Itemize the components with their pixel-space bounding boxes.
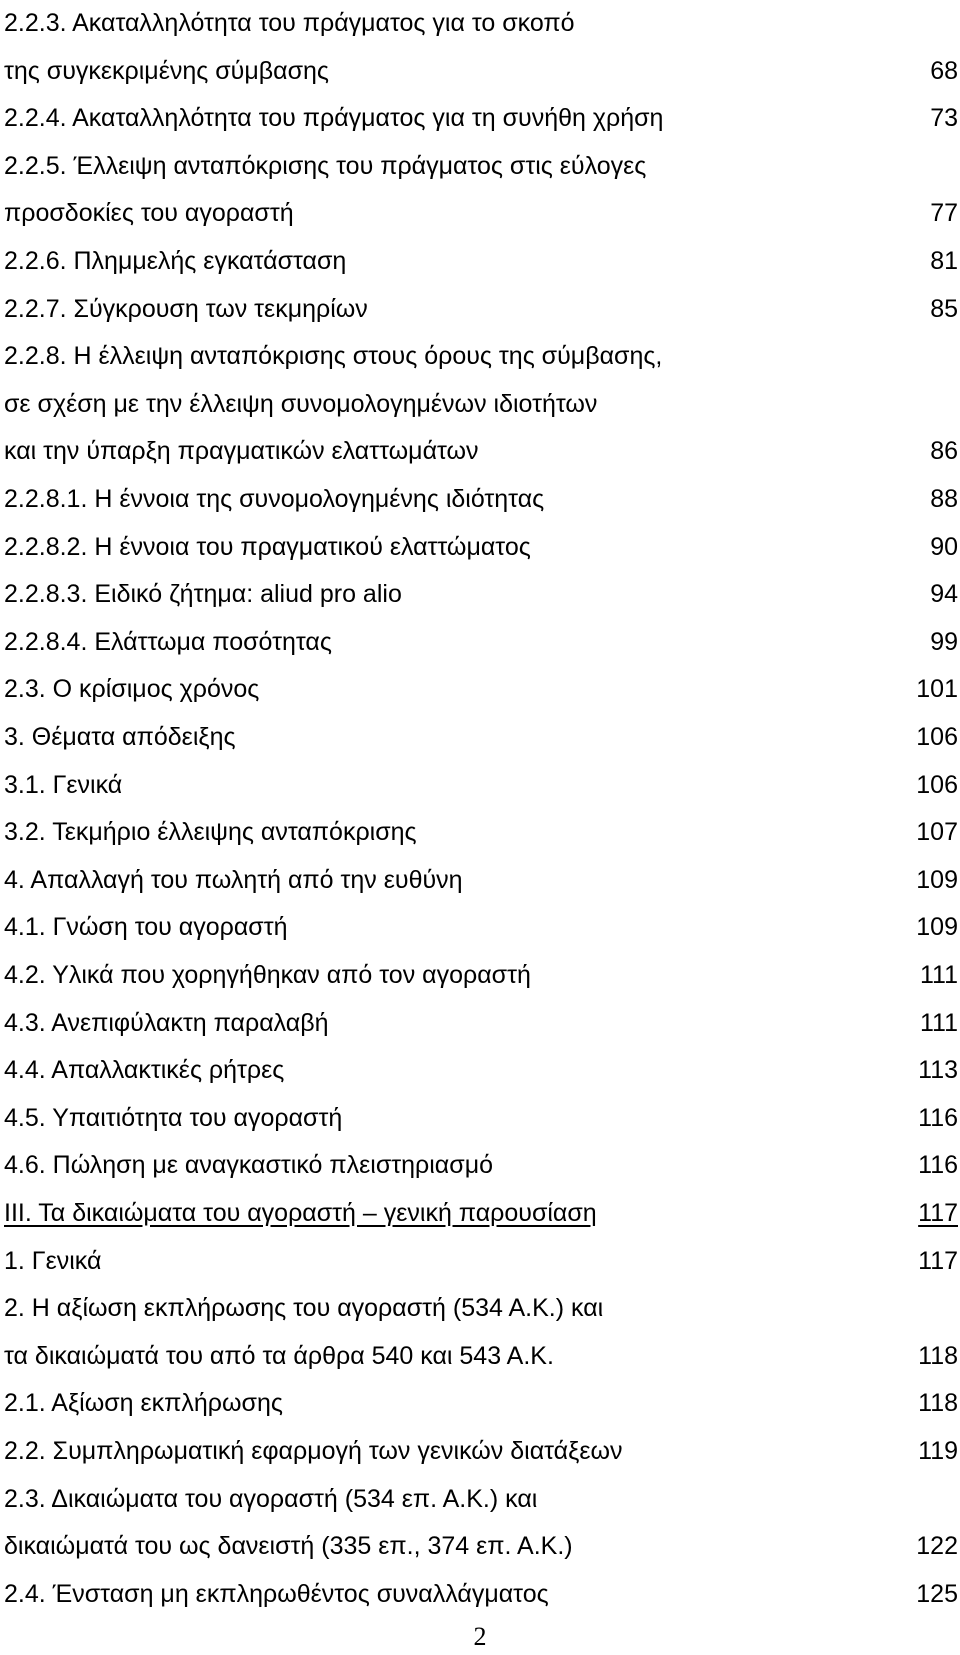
toc-entry-title: και την ύπαρξη πραγματικών ελαττωμάτων [4, 437, 479, 466]
toc-entry-title: 2.2.8.3. Ειδικό ζήτημα: aliud pro alio [4, 580, 402, 609]
toc-entry-title: 2.2.8.2. Η έννοια του πραγματικού ελαττώματος [4, 532, 531, 561]
toc-entry [4, 1238, 958, 1284]
toc-entry-page: 106 [916, 770, 958, 799]
toc-entry [4, 95, 958, 141]
toc-entry-page: 94 [930, 580, 958, 609]
toc-entry [4, 952, 958, 998]
toc-entry-title: 4.5. Υπαιτιότητα του αγοραστή [4, 1103, 343, 1132]
toc-entry [4, 571, 958, 617]
toc-entry [4, 286, 958, 332]
toc-entry-page: 107 [916, 818, 958, 847]
toc-entry-title: 2.4. Ένσταση μη εκπληρωθέντος συναλλάγματος [4, 1579, 549, 1608]
toc-entry [4, 619, 958, 665]
toc-entry-page: 77 [930, 199, 958, 228]
toc-entry-page: 81 [930, 247, 958, 275]
toc-entry-title: 4.1. Γνώση του αγοραστή [4, 913, 288, 942]
toc-entry-title: 3.2. Τεκμήριο έλλειψης ανταπόκρισης [4, 818, 417, 847]
toc-entry [4, 143, 958, 189]
toc-entry-page: 116 [918, 1103, 958, 1132]
toc-entry [4, 1428, 958, 1474]
toc-entry [4, 1285, 958, 1331]
toc-entry [4, 1095, 958, 1141]
toc-entry [4, 714, 958, 760]
toc-entry-page: 117 [918, 1199, 958, 1227]
toc-entry-title: 2.2.6. Πλημμελής εγκατάσταση [4, 247, 347, 275]
toc-entry [4, 1476, 958, 1522]
toc-entry-title: 2.2.3. Ακαταλληλότητα του πράγματος για το σκοπό [4, 9, 575, 37]
toc-entry-title: 2.3. Δικαιώματα του αγοραστή (534 επ. Α.Κ.) και [4, 1484, 538, 1513]
toc-entry [4, 904, 958, 950]
toc-entry-page: 118 [918, 1341, 958, 1370]
toc-entry-page: 109 [916, 865, 958, 894]
toc-entry-title: 2.2.8.4. Ελάττωμα ποσότητας [4, 627, 332, 656]
toc-entry-title: 4.6. Πώληση με αναγκαστικό πλειστηριασμό [4, 1151, 494, 1180]
toc-entry-page: 118 [918, 1389, 958, 1418]
toc-entry [4, 190, 958, 236]
toc-entry-page: 88 [930, 485, 958, 513]
page-number: 2 [473, 1622, 487, 1651]
toc-entry [4, 1523, 958, 1569]
toc-entry-title: 4.3. Ανεπιφύλακτη παραλαβή [4, 1008, 329, 1037]
toc-entry-title: 2.1. Αξίωση εκπλήρωσης [4, 1389, 283, 1418]
toc-entry-page: 125 [916, 1579, 958, 1608]
toc-entry-title: 4.2. Υλικά που χορηγήθηκαν από τον αγοραστή [4, 961, 531, 989]
toc-entry-title: 2.2.5. Έλλειψη ανταπόκρισης του πράγματος στις εύλογες [4, 151, 647, 180]
toc-entry-title: σε σχέση με την έλλειψη συνομολογημένων ιδιοτήτων [4, 389, 598, 418]
toc-entry-page: 117 [918, 1246, 958, 1275]
toc-entry-title: ΙΙΙ. Τα δικαιώματα του αγοραστή – γενική παρουσίαση [4, 1199, 597, 1227]
toc-entry-page: 111 [919, 1008, 958, 1037]
toc-entry-page: 106 [916, 723, 958, 751]
toc-entry-page: 119 [918, 1437, 958, 1465]
toc-entry [4, 1190, 958, 1236]
toc-entry [4, 809, 958, 855]
toc-entry-title: 1. Γενικά [4, 1246, 102, 1275]
toc-entry-title: προσδοκίες του αγοραστή [4, 199, 294, 228]
toc-entry [4, 1333, 958, 1379]
toc-entry [4, 762, 958, 808]
toc-entry-page: 116 [918, 1151, 958, 1180]
toc-entry [4, 857, 958, 903]
toc-entry [4, 1380, 958, 1426]
toc-entry-page: 85 [930, 294, 958, 323]
toc-entry-title: 2.2.8. Η έλλειψη ανταπόκρισης στους όρους της σύμβασης, [4, 342, 663, 371]
toc-entry [4, 428, 958, 474]
toc-entry-page: 90 [930, 532, 958, 561]
toc-entry [4, 1047, 958, 1093]
toc-entry-title: 2.2.7. Σύγκρουση των τεκμηρίων [4, 294, 368, 323]
toc-entry [4, 48, 958, 94]
toc-entry [4, 524, 958, 570]
toc-entry-page: 113 [918, 1056, 958, 1085]
toc-entry-title: 2. Η αξίωση εκπλήρωσης του αγοραστή (534 Α.Κ.) και [4, 1294, 604, 1323]
toc-entry-title: 4. Απαλλαγή του πωλητή από την ευθύνη [4, 865, 463, 894]
toc-entry-page: 101 [916, 675, 958, 704]
toc-entry [4, 1000, 958, 1046]
toc-entry [4, 238, 958, 284]
toc-entry-title: δικαιώματά του ως δανειστή (335 επ., 374 επ. Α.Κ.) [4, 1532, 573, 1561]
toc-entry-page: 111 [919, 961, 958, 989]
toc-entry-page: 73 [930, 104, 958, 133]
toc-entry-title: 3.1. Γενικά [4, 770, 123, 799]
toc-entry-title: τα δικαιώματά του από τα άρθρα 540 και 543 Α.Κ. [4, 1341, 554, 1370]
toc-entry-title: 2.3. Ο κρίσιμος χρόνος [4, 675, 260, 704]
toc-entry-title: 2.2.8.1. Η έννοια της συνομολογημένης ιδιότητας [4, 485, 545, 513]
toc-entry [4, 666, 958, 712]
toc-entry-page: 99 [930, 627, 958, 656]
toc-entry-title: 4.4. Απαλλακτικές ρήτρες [4, 1056, 285, 1085]
toc-entry [4, 333, 958, 379]
toc-entry [4, 1142, 958, 1188]
toc-entry-title: 2.2. Συμπληρωματική εφαρμογή των γενικών διατάξεων [4, 1437, 623, 1465]
toc-entry [4, 381, 958, 427]
toc-entry-title: 2.2.4. Ακαταλληλότητα του πράγματος για τη συνήθη χρήση [4, 104, 664, 133]
toc-entry-page: 86 [930, 437, 958, 466]
toc-entry [4, 1571, 958, 1617]
toc-entry-page: 109 [916, 913, 958, 942]
toc-entry-title: 3. Θέματα απόδειξης [4, 723, 236, 751]
toc-entry [4, 476, 958, 522]
toc-entry-title: της συγκεκριμένης σύμβασης [4, 56, 329, 85]
toc-entry [4, 0, 958, 46]
toc-entry-page: 68 [930, 56, 958, 85]
toc-entry-page: 122 [916, 1532, 958, 1561]
